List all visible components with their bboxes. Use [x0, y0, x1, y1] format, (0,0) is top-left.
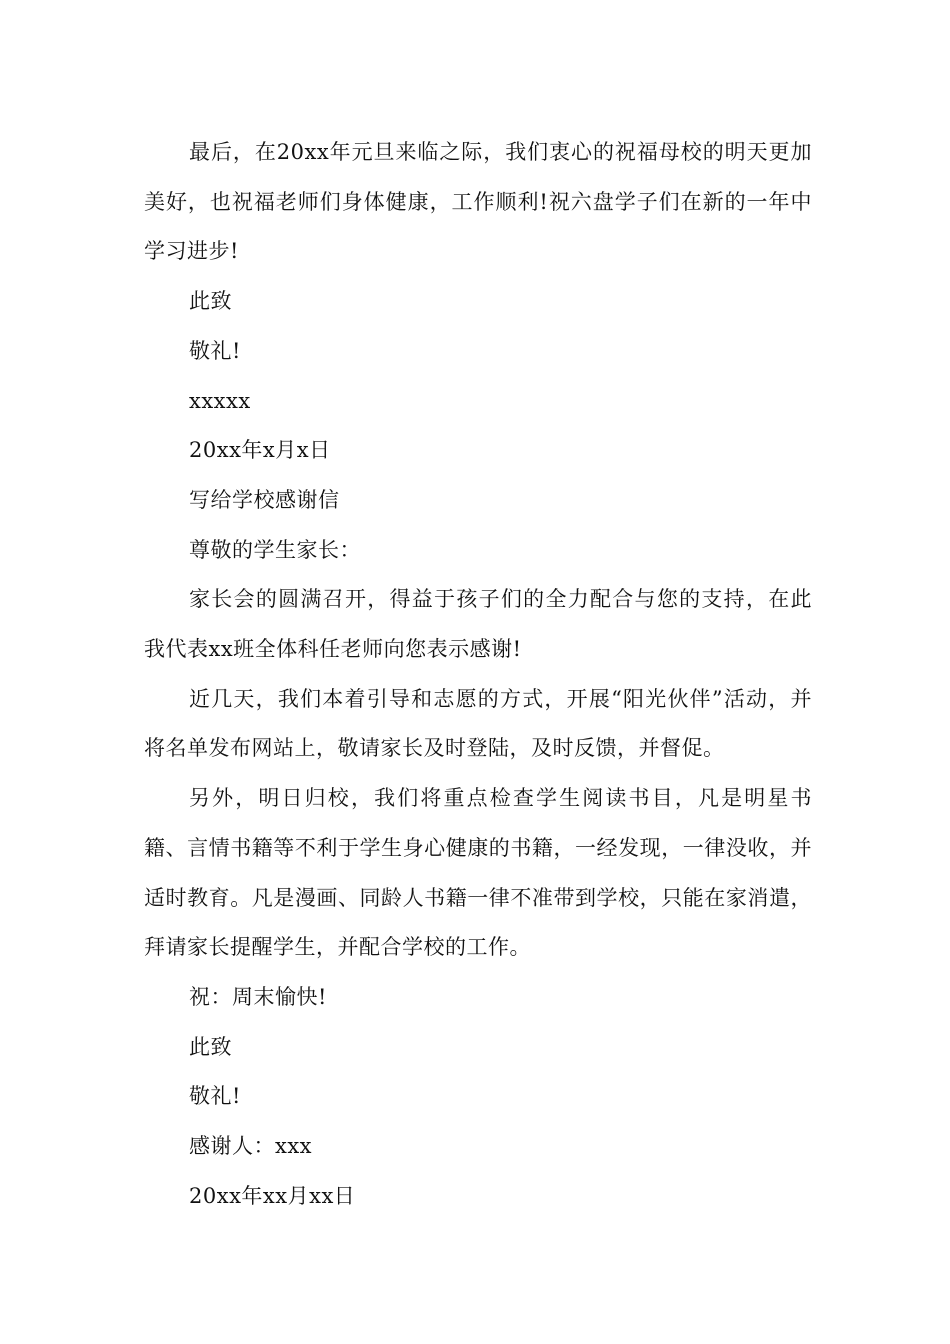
letter-title: 写给学校感谢信: [189, 487, 340, 512]
paragraph-activity: 近几天，我们本着引导和志愿的方式，开展“阳光伙伴”活动，并将名单发布网站上，敬请家长及时登陆，及时反馈，并督促。: [144, 686, 812, 761]
paragraph-closing-wishes: 最后，在20xx年元旦来临之际，我们衷心的祝福母校的明天更加美好，也祝福老师们身体健康，工作顺利!祝六盘学子们在新的一年中学习进步!: [144, 140, 812, 264]
document-body: [144, 128, 812, 1221]
paragraph-book-check: 另外，明日归校，我们将重点检查学生阅读书目，凡是明星书籍、言情书籍等不利于学生身心健康的书籍，一经发现，一律没收，并适时教育。凡是漫画、同龄人书籍一律不准带到学校，只能在家消遣，拜请家长提醒学生，并配合学校的工作。: [144, 786, 812, 960]
signature-date: 20xx年x月x日: [189, 438, 331, 463]
paragraph-wish: 祝：周末愉快!: [189, 984, 327, 1009]
signature-date-2: 20xx年xx月xx日: [189, 1183, 356, 1208]
salutation-cizhi-2: 此致: [189, 1034, 232, 1059]
signature-name: xxxxx: [189, 388, 251, 413]
signature-thanker: 感谢人：xxx: [189, 1134, 313, 1159]
salutation-jingli-2: 敬礼!: [189, 1084, 241, 1109]
paragraph-thanks: 家长会的圆满召开，得益于孩子们的全力配合与您的支持，在此我代表xx班全体科任老师向您表示感谢!: [144, 587, 812, 662]
salutation-jingli: 敬礼!: [189, 338, 241, 363]
salutation-cizhi: 此致: [189, 289, 232, 314]
letter-greeting: 尊敬的学生家长：: [189, 537, 361, 562]
